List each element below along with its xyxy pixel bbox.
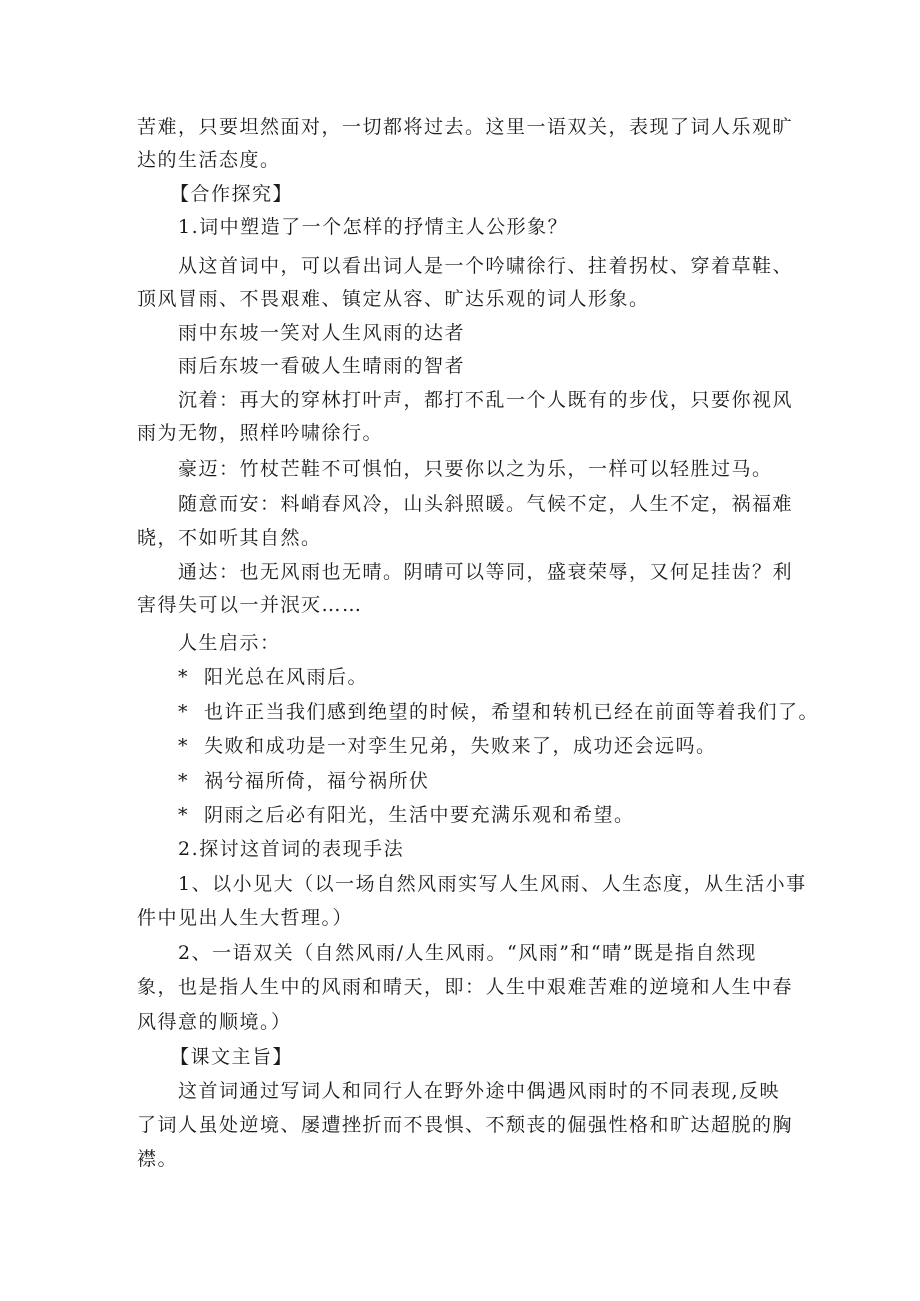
bullet-item: [178, 734, 717, 758]
paragraph-line: 通达：也无风雨也无晴。阴晴可以等同，盛衰荣辱，又何足挂齿？利: [178, 561, 794, 583]
bullet-star-icon: *: [178, 735, 189, 757]
question-heading: 2.探讨这首词的表现手法: [178, 838, 405, 860]
paragraph-line: 随意而安：料峭春风冷，山头斜照暖。气候不定，人生不定，祸福难: [178, 493, 794, 515]
bullet-item: [178, 700, 819, 724]
paragraph-line: 襟。: [137, 1148, 179, 1170]
paragraph-line: 达的生活态度。: [137, 149, 281, 171]
bullet-star-icon: *: [178, 666, 189, 688]
paragraph-line: 这首词通过写词人和同行人在野外途中偶遇风雨时的不同表现,反映: [178, 1080, 781, 1102]
paragraph-line: 雨后东坡一看破人生晴雨的智者: [178, 355, 466, 377]
paragraph-line: 苦难，只要坦然面对，一切都将过去。这里一语双关，表现了词人乐观旷: [137, 116, 794, 138]
section-heading: 【合作探究】: [170, 183, 294, 205]
paragraph-line: 害得失可以一并泯灭……: [137, 594, 363, 616]
bullet-text: 失败和成功是一对孪生兄弟，失败来了，成功还会远吗。: [204, 735, 717, 757]
bullet-text: 阴雨之后必有阳光，生活中要充满乐观和希望。: [204, 804, 635, 826]
paragraph-line: 顶风冒雨、不畏艰难、镇定从容、旷达乐观的词人形象。: [137, 288, 650, 310]
paragraph-line: 人生启示：: [178, 632, 281, 654]
paragraph-line: 沉着：再大的穿林打叶声，都打不乱一个人既有的步伐，只要你视风: [178, 389, 794, 411]
paragraph-line: 晓，不如听其自然。: [137, 527, 322, 549]
bullet-item: [178, 769, 430, 793]
question-heading: 1.词中塑造了一个怎样的抒情主人公形象？: [178, 216, 569, 238]
bullet-text: 也许正当我们感到绝望的时候，希望和转机已经在前面等着我们了。: [204, 701, 820, 723]
paragraph-line: 2、一语双关（自然风雨/人生风雨。“风雨”和“晴”既是指自然现: [178, 942, 757, 964]
bullet-item: [178, 665, 368, 689]
paragraph-line: 1、以小见大（以一场自然风雨实写人生风雨、人生态度，从生活小事: [178, 873, 807, 895]
bullet-star-icon: *: [178, 804, 189, 826]
paragraph-line: 象，也是指人生中的风雨和晴天，即：人生中艰难苦难的逆境和人生中春: [137, 976, 794, 998]
paragraph-line: 件中见出人生大哲理。）: [137, 907, 354, 929]
section-heading: 【课文主旨】: [170, 1046, 294, 1068]
bullet-star-icon: *: [178, 770, 189, 792]
paragraph-line: 风得意的顺境。）: [137, 1011, 292, 1033]
paragraph-line: 雨中东坡一笑对人生风雨的达者: [178, 322, 466, 344]
paragraph-line: 雨为无物，照样吟啸徐行。: [137, 422, 384, 444]
paragraph-line: 了词人虽处逆境、屡遭挫折而不畏惧、不颓丧的倔强性格和旷达超脱的胸: [137, 1114, 794, 1136]
bullet-text: 阳光总在风雨后。: [204, 666, 369, 688]
bullet-text: 祸兮福所倚，福兮祸所伏: [204, 770, 430, 792]
bullet-item: [178, 803, 635, 827]
paragraph-line: 豪迈：竹杖芒鞋不可惧怕，只要你以之为乐，一样可以轻胜过马。: [178, 458, 773, 480]
paragraph-line: 从这首词中，可以看出词人是一个吟啸徐行、拄着拐杖、穿着草鞋、: [178, 255, 794, 277]
bullet-star-icon: *: [178, 701, 189, 723]
